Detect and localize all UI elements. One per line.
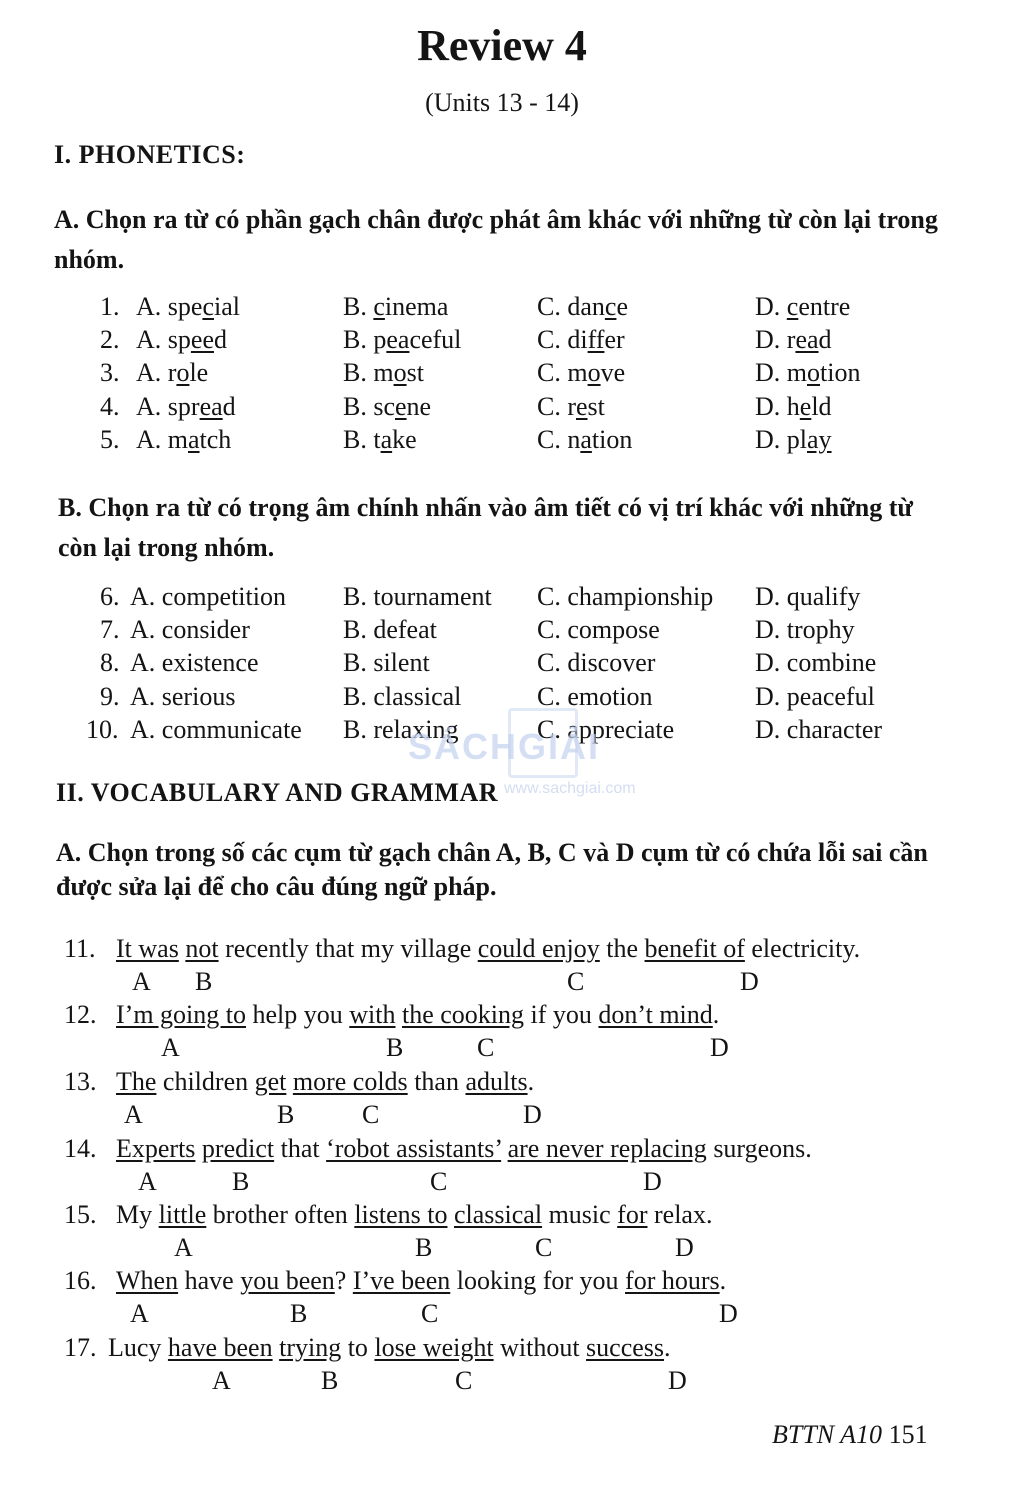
- answer-option: A. spread: [136, 392, 236, 421]
- underlined-phrase: I’ve been: [352, 1266, 451, 1295]
- section-heading-phonetics: I. PHONETICS:: [54, 140, 246, 169]
- answer-option: B. scene: [343, 392, 432, 421]
- underlined-sound: ee: [190, 325, 214, 354]
- underlined-phrase: I’m going to: [116, 1000, 246, 1029]
- question-number: 15.: [64, 1200, 97, 1229]
- underlined-sound: a: [380, 425, 393, 454]
- answer-option: C. nation: [537, 425, 633, 454]
- option-letter: A: [212, 1366, 231, 1395]
- underlined-sound: o: [587, 358, 601, 387]
- option-letter: B: [415, 1233, 433, 1262]
- underlined-phrase: When: [116, 1266, 179, 1295]
- underlined-phrase: have been: [167, 1333, 273, 1362]
- underlined-sound: e: [576, 392, 588, 421]
- question-number: 12.: [64, 1000, 97, 1029]
- option-letter: D: [643, 1167, 662, 1196]
- underlined-sound: c: [604, 292, 617, 321]
- option-letter: C: [430, 1167, 448, 1196]
- option-letter: C: [477, 1033, 495, 1062]
- option-letters: [0, 1366, 1000, 1396]
- underlined-phrase: could enjoy: [477, 934, 600, 963]
- question-number: 2.: [100, 325, 120, 354]
- underlined-phrase: little: [158, 1200, 207, 1229]
- answer-option: A. competition: [130, 582, 286, 611]
- answer-option: A. match: [136, 425, 232, 454]
- option-letter: C: [362, 1100, 380, 1129]
- option-letters: [0, 1233, 1000, 1263]
- option-letter: B: [290, 1299, 308, 1328]
- underlined-sound: e: [395, 392, 407, 421]
- page-subtitle: (Units 13 - 14): [425, 88, 579, 117]
- question-number: 5.: [100, 425, 120, 454]
- answer-option: C. move: [537, 358, 626, 387]
- underlined-phrase: the cooking: [402, 1000, 525, 1029]
- answer-option: C. appreciate: [537, 715, 675, 744]
- option-letter: D: [740, 967, 759, 996]
- watermark-logo: SÁCHGIẢI www.sachgiai.com: [408, 708, 618, 778]
- answer-option: B. silent: [343, 648, 430, 677]
- answer-option: B. most: [343, 358, 424, 387]
- question-number: 4.: [100, 392, 120, 421]
- answer-option: D. qualify: [755, 582, 861, 611]
- underlined-sound: o: [807, 358, 820, 387]
- answer-option: D. combine: [755, 648, 877, 677]
- underlined-phrase: for hours: [625, 1266, 720, 1295]
- underlined-phrase: are never replacing: [507, 1134, 707, 1163]
- underlined-phrase: predict: [201, 1134, 275, 1163]
- answer-option: D. read: [755, 325, 832, 354]
- answer-option: D. character: [755, 715, 883, 744]
- answer-option: A. speed: [136, 325, 227, 354]
- answer-option: D. play: [755, 425, 832, 454]
- answer-option: D. peaceful: [755, 682, 875, 711]
- option-letter: C: [421, 1299, 439, 1328]
- question-number: 11.: [64, 934, 96, 963]
- option-letters: [0, 1299, 1000, 1329]
- underlined-sound: ff: [587, 325, 605, 354]
- answer-option: B. defeat: [343, 615, 437, 644]
- option-letter: B: [321, 1366, 339, 1395]
- question-number: 3.: [100, 358, 120, 387]
- answer-option: D. held: [755, 392, 832, 421]
- answer-option: C. compose: [537, 615, 660, 644]
- question-sentence: Lucy have been trying to lose weight without success.: [108, 1333, 671, 1362]
- question-number: 7.: [100, 615, 120, 644]
- question-sentence: I’m going to help you with the cooking if you don’t mind.: [116, 1000, 720, 1029]
- question-number: 13.: [64, 1067, 97, 1096]
- question-number: 16.: [64, 1266, 97, 1295]
- question-number: 8.: [100, 648, 120, 677]
- underlined-phrase: get: [254, 1067, 287, 1096]
- answer-option: A. existence: [130, 648, 259, 677]
- underlined-phrase: listens to: [354, 1200, 448, 1229]
- answer-option: D. trophy: [755, 615, 855, 644]
- option-letter: B: [195, 967, 213, 996]
- answer-option: B. classical: [343, 682, 462, 711]
- option-letter: A: [161, 1033, 180, 1062]
- question-number: 9.: [100, 682, 120, 711]
- question-sentence: The children get more colds than adults.: [116, 1067, 535, 1096]
- underlined-phrase: classical: [453, 1200, 543, 1229]
- option-letter: A: [130, 1299, 149, 1328]
- option-letter: B: [277, 1100, 295, 1129]
- question-sentence: When have you been? I’ve been looking for you for hours.: [116, 1266, 727, 1295]
- underlined-phrase: trying: [279, 1333, 342, 1362]
- option-letter: A: [124, 1100, 143, 1129]
- underlined-phrase: Experts: [116, 1134, 196, 1163]
- answer-option: A. special: [136, 292, 240, 321]
- option-letter: C: [455, 1366, 473, 1395]
- option-letter: A: [132, 967, 151, 996]
- option-letter: A: [174, 1233, 193, 1262]
- question-number: 6.: [100, 582, 120, 611]
- underlined-sound: c: [373, 292, 385, 321]
- underlined-phrase: with: [349, 1000, 396, 1029]
- answer-option: B. cinema: [343, 292, 449, 321]
- underlined-phrase: you been: [240, 1266, 335, 1295]
- page-footer: [772, 1420, 928, 1450]
- underlined-phrase: don’t mind: [598, 1000, 713, 1029]
- underlined-phrase: lose weight: [374, 1333, 494, 1362]
- question-sentence: It was not recently that my village could enjoy the benefit of electricity.: [116, 934, 861, 963]
- answer-option: B. peaceful: [343, 325, 462, 354]
- underlined-sound: c: [202, 292, 214, 321]
- underlined-sound: o: [176, 358, 190, 387]
- option-letters: [0, 1100, 1000, 1130]
- option-letter: D: [523, 1100, 542, 1129]
- underlined-sound: ay: [807, 425, 832, 454]
- instruction-grammar-a: A. Chọn trong số các cụm từ gạch chân A, B, C và D cụm từ có chứa lỗi sai cần được sửa lại để cho câu đúng ngữ pháp.: [56, 838, 928, 901]
- answer-option: A. serious: [130, 682, 236, 711]
- underlined-sound: ea: [199, 392, 223, 421]
- underlined-sound: o: [393, 358, 407, 387]
- option-letter: C: [567, 967, 585, 996]
- option-letter: D: [710, 1033, 729, 1062]
- section-heading-vocabulary: II. VOCABULARY AND GRAMMAR: [56, 778, 499, 807]
- answer-option: D. centre: [755, 292, 851, 321]
- question-number: 14.: [64, 1134, 97, 1163]
- underlined-phrase: ‘robot assistants’: [326, 1134, 502, 1163]
- answer-option: B. relaxing: [343, 715, 459, 744]
- question-sentence: Experts predict that ‘robot assistants’ are never replacing surgeons.: [116, 1134, 812, 1163]
- option-letter: A: [138, 1167, 157, 1196]
- underlined-phrase: for: [617, 1200, 648, 1229]
- answer-option: A. communicate: [130, 715, 302, 744]
- answer-option: B. tournament: [343, 582, 492, 611]
- question-number: 17.: [64, 1333, 97, 1362]
- instruction-phonetics-a: A. Chọn ra từ có phần gạch chân được phát âm khác với những từ còn lại trong nhóm.: [54, 205, 938, 274]
- option-letter: D: [719, 1299, 738, 1328]
- option-letter: B: [232, 1167, 250, 1196]
- underlined-phrase: more colds: [292, 1067, 408, 1096]
- option-letter: C: [535, 1233, 553, 1262]
- underlined-sound: a: [580, 425, 592, 454]
- underlined-phrase: adults: [465, 1067, 528, 1096]
- answer-option: D. motion: [755, 358, 861, 387]
- instruction-phonetics-b: B. Chọn ra từ có trọng âm chính nhấn vào âm tiết có vị trí khác với những từ còn lại trong nhóm.: [58, 493, 913, 562]
- underlined-phrase: It was: [116, 934, 179, 963]
- option-letters: [0, 967, 1000, 997]
- underlined-sound: c: [786, 292, 799, 321]
- answer-option: A. consider: [130, 615, 250, 644]
- question-number: 1.: [100, 292, 120, 321]
- question-number: 10.: [86, 715, 119, 744]
- option-letters: [0, 1033, 1000, 1063]
- answer-option: A. role: [136, 358, 209, 387]
- option-letter: B: [386, 1033, 404, 1062]
- answer-option: C. dance: [537, 292, 628, 321]
- page-number: 151: [888, 1420, 928, 1449]
- answer-option: C. rest: [537, 392, 605, 421]
- answer-option: C. differ: [537, 325, 625, 354]
- footer-book-code: BTTN A10: [772, 1420, 883, 1449]
- underlined-phrase: The: [116, 1067, 157, 1096]
- underlined-phrase: not: [185, 934, 219, 963]
- underlined-sound: ea: [795, 325, 819, 354]
- answer-option: C. discover: [537, 648, 656, 677]
- underlined-phrase: success: [586, 1333, 665, 1362]
- question-sentence: My little brother often listens to classical music for relax.: [116, 1200, 713, 1229]
- answer-option: C. emotion: [537, 682, 653, 711]
- underlined-sound: a: [188, 425, 200, 454]
- answer-option: C. championship: [537, 582, 714, 611]
- underlined-phrase: benefit of: [644, 934, 745, 963]
- answer-option: B. take: [343, 425, 417, 454]
- option-letter: D: [668, 1366, 687, 1395]
- option-letter: D: [675, 1233, 694, 1262]
- underlined-sound: e: [799, 392, 812, 421]
- page-title: Review 4: [417, 21, 587, 70]
- underlined-sound: ea: [386, 325, 410, 354]
- option-letters: [0, 1167, 1000, 1197]
